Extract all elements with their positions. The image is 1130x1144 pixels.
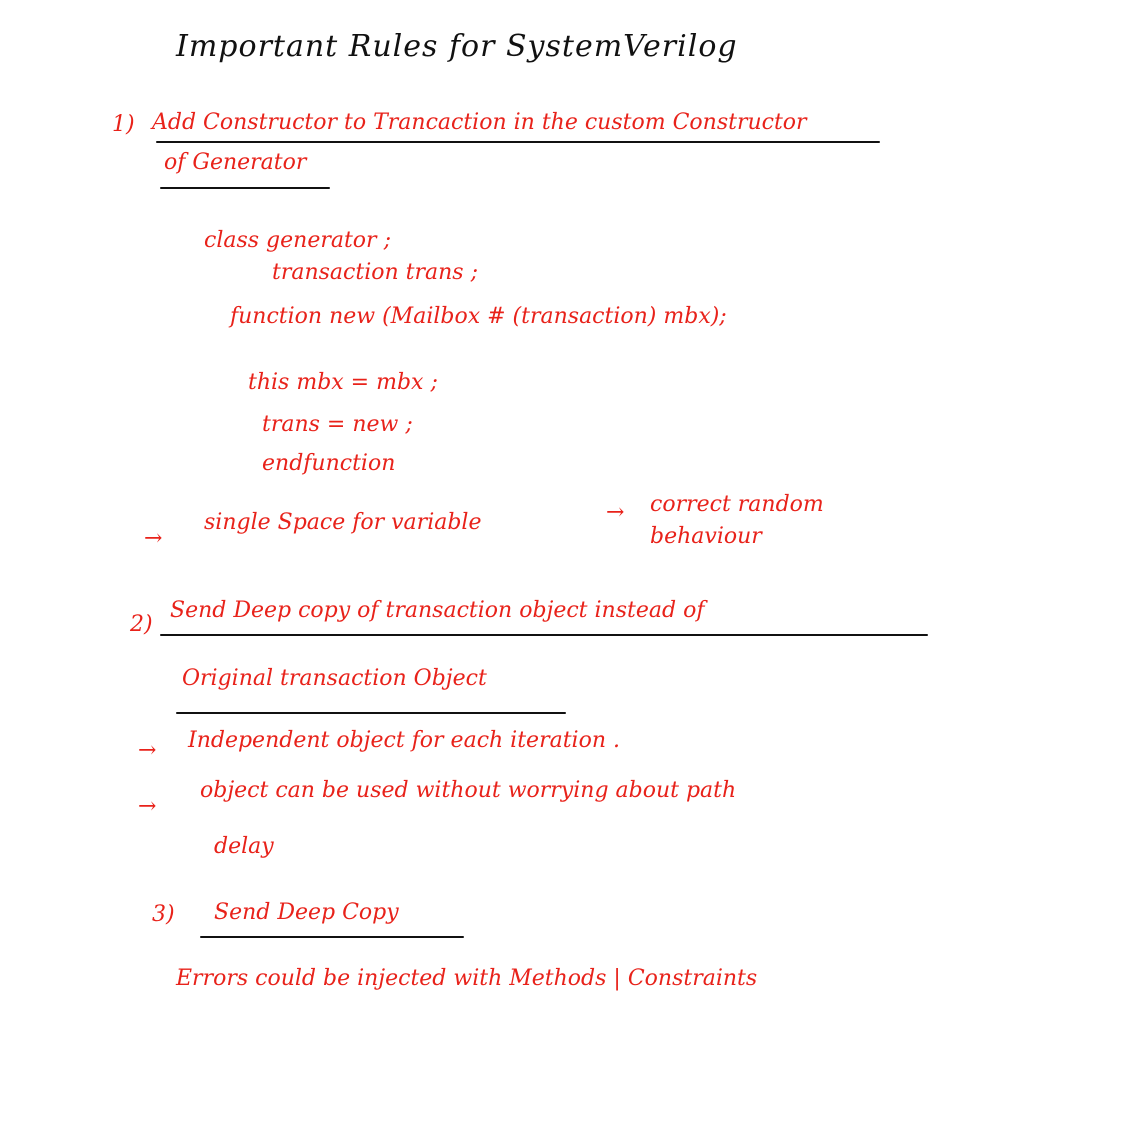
rule3-text: Errors could be injected with Methods | Constraints	[176, 966, 758, 991]
code-line-endfunction: endfunction	[262, 451, 396, 476]
note-single-space: single Space for variable	[204, 510, 482, 535]
note-result-line2: behaviour	[650, 524, 762, 549]
rule2-point1: Independent object for each iteration .	[188, 728, 620, 753]
rule2-heading-line2: Original transaction Object	[182, 666, 487, 691]
rule2-point1-arrow-icon: →	[138, 738, 157, 763]
rule1-underline-2	[160, 187, 330, 189]
rule1-number: 1)	[112, 112, 135, 137]
note-result-line1: correct random	[650, 492, 824, 517]
code-line-trans-new: trans = new ;	[262, 412, 413, 437]
code-line-function-new: function new (Mailbox # (transaction) mbx);	[230, 304, 727, 329]
rule1-heading-line2: of Generator	[164, 150, 307, 175]
page-title: Important Rules for SystemVerilog	[176, 29, 738, 64]
rule2-underline-2	[176, 712, 566, 714]
code-line-trans-decl: transaction trans ;	[272, 260, 478, 285]
rule1-underline-1	[156, 141, 880, 143]
note-result-arrow-icon: →	[606, 500, 625, 525]
code-line-this-mbx: this mbx = mbx ;	[248, 370, 438, 395]
rule2-number: 2)	[130, 612, 153, 637]
rule2-heading-line1: Send Deep copy of transaction object instead of	[170, 598, 705, 623]
code-line-class: class generator ;	[204, 228, 391, 253]
rule2-point2-arrow-icon: →	[138, 794, 157, 819]
rule2-point2-cont: delay	[214, 834, 274, 859]
rule1-heading-line1: Add Constructor to Trancaction in the custom Constructor	[152, 110, 807, 135]
rule3-number: 3)	[152, 902, 175, 927]
rule3-underline	[200, 936, 464, 938]
rule2-underline-1	[160, 634, 928, 636]
rule3-heading: Send Deep Copy	[214, 900, 399, 925]
note-arrow-icon: →	[144, 526, 163, 551]
rule2-point2: object can be used without worrying about path	[200, 778, 737, 803]
